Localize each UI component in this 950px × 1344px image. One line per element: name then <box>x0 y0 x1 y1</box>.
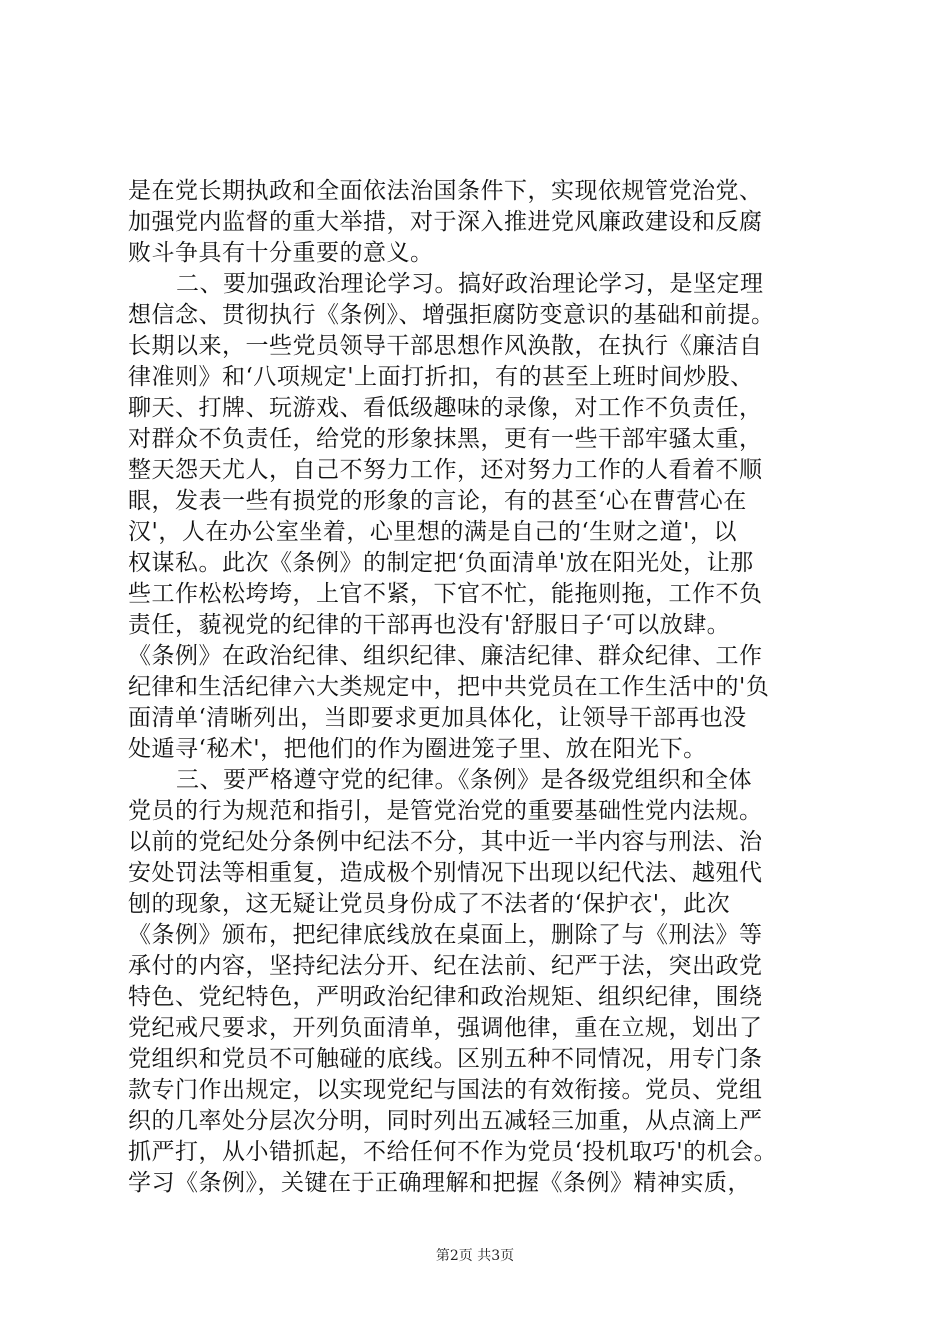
text-line: 整天怨天尤人，自己不努力工作，还对努力工作的人看着不顺 <box>128 457 763 483</box>
text-line: 长期以来，一些党员领导干部思想作风涣散，在执行《廉洁自 <box>128 333 763 359</box>
text-line: 律准则》和‘八项规定'上面打折扣，有的甚至上班时间炒股、 <box>128 364 754 390</box>
text-line: 些工作松松垮垮，上官不紧，下官不忙，能拖则拖，工作不负 <box>128 581 763 607</box>
text-line: 特色、党纪特色，严明政治纪律和政治规矩、组织纪律，围绕 <box>128 984 763 1010</box>
text-line: 承付的内容，坚持纪法分开、纪在法前、纪严于法，突出政党 <box>128 953 763 979</box>
text-line: 想信念、贯彻执行《条例》、增强拒腐防变意识的基础和前提。 <box>128 302 775 328</box>
text-line: 织的几率处分层次分明，同时列出五减轻三加重，从点滴上严 <box>128 1108 763 1134</box>
document-body <box>128 176 848 1199</box>
text-line: 抓严打，从小错抓起，不给任何不作为党员‘投机取巧'的机会。 <box>128 1139 778 1165</box>
text-line: 《条例》在政治纪律、组织纪律、廉洁纪律、群众纪律、工作 <box>128 643 763 669</box>
text-line: 刨的现象，这无疑让党员身份成了不法者的‘保护衣'，此次 <box>128 891 731 917</box>
text-line: 款专门作出规定，以实现党纪与国法的有效衔接。党员、党组 <box>128 1077 763 1103</box>
text-line: 权谋私。此次《条例》的制定把‘负面清单'放在阳光处，让那 <box>128 550 754 576</box>
text-line: 面清单‘清晰列出，当即要求更加具体化，让领导干部再也没 <box>128 705 747 731</box>
text-line: 《条例》颁布，把纪律底线放在桌面上，删除了与《刑法》等 <box>128 922 763 948</box>
text-line: 是在党长期执政和全面依法治国条件下，实现依规管党治党、 <box>128 178 763 204</box>
text-line: 纪律和生活纪律六大类规定中，把中共党员在工作生活中的'负 <box>128 674 770 700</box>
text-line: 眼，发表一些有损党的形象的言论，有的甚至‘心在曹营心在 <box>128 488 747 514</box>
paragraph-start-line: 二、要加强政治理论学习。搞好政治理论学习，是坚定理 <box>176 271 764 297</box>
text-line: 处遁寻‘秘术'，把他们的作为圈进笼子里、放在阳光下。 <box>128 736 707 762</box>
text-line: 聊天、打牌、玩游戏、看低级趣味的录像，对工作不负责任， <box>128 395 763 421</box>
paragraph-start-line: 三、要严格遵守党的纪律。《条例》是各级党组织和全体 <box>176 767 752 793</box>
text-line: 加强党内监督的重大举措，对于深入推进党风廉政建设和反腐 <box>128 209 763 235</box>
text-line: 以前的党纪处分条例中纪法不分，其中近一半内容与刑法、治 <box>128 829 763 855</box>
text-line: 学习《条例》，关键在于正确理解和把握《条例》精神实质， <box>128 1170 751 1196</box>
page-footer <box>0 1247 950 1265</box>
text-line: 党员的行为规范和指引，是管党治党的重要基础性党内法规。 <box>128 798 763 824</box>
text-line: 责任，藐视党的纪律的干部再也没有'舒服日子‘可以放肆。 <box>128 612 731 638</box>
page-number-label: 第2页 共3页 <box>435 1248 515 1264</box>
text-line: 党组织和党员不可触碰的底线。区别五种不同情况，用专门条 <box>128 1046 763 1072</box>
text-line: 党纪戒尺要求，开列负面清单，强调他律，重在立规，划出了 <box>128 1015 763 1041</box>
text-line: 对群众不负责任，给党的形象抹黑，更有一些干部牢骚太重， <box>128 426 763 452</box>
text-line: 败斗争具有十分重要的意义。 <box>128 240 434 266</box>
text-line: 安处罚法等相重复，造成极个别情况下出现以纪代法、越殂代 <box>128 860 763 886</box>
text-line: 汉'，人在办公室坐着，心里想的满是自己的‘生财之道'，以 <box>128 519 737 545</box>
